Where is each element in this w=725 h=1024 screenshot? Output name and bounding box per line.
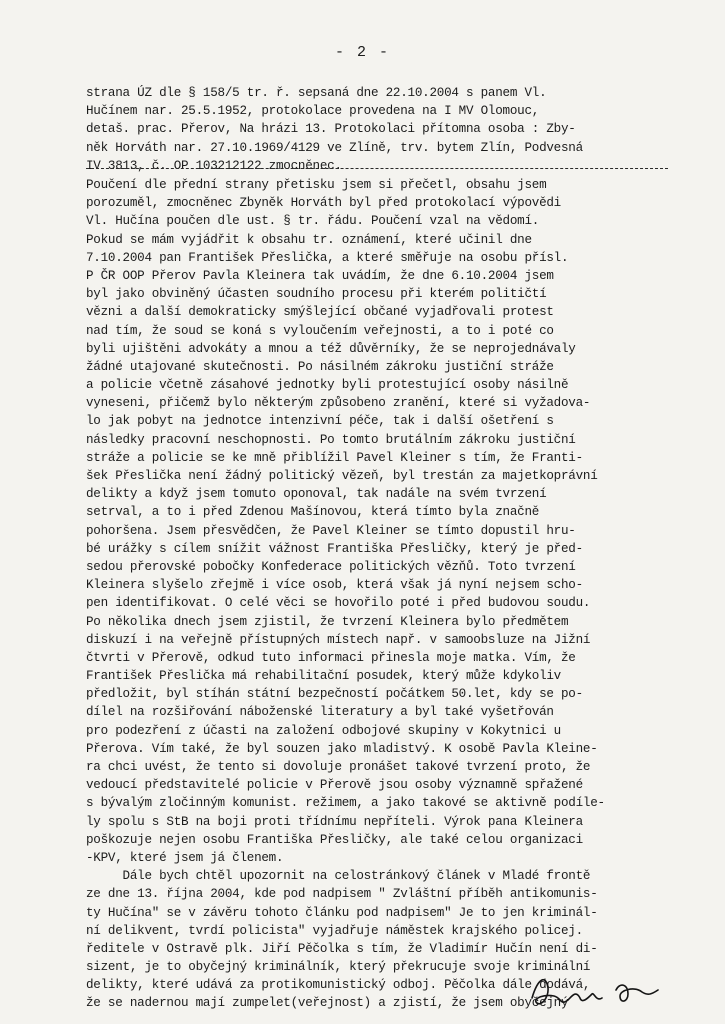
text-line: ředitele v Ostravě plk. Jiří Pěčolka s tím, že Vladimír Hučín není di- bbox=[86, 941, 598, 956]
text-line: Dále bych chtěl upozornit na celostránkový článek v Mladé frontě bbox=[86, 869, 591, 884]
text-line: -KPV, které jsem já členem. bbox=[86, 850, 284, 865]
text-line: pohoršena. Jsem přesvědčen, že Pavel Kleiner se tímto dopustil hru- bbox=[86, 523, 576, 538]
text-line: Kleinera slyšelo zřejmě i více osob, která však já nyní nejsem scho- bbox=[86, 578, 583, 593]
text-line: vyneseni, přičemž bylo některým způsobeno zranění, které si vyžadova- bbox=[86, 396, 591, 411]
text-line: nad tím, že soud se koná s vyloučením veřejnosti, a to i poté co bbox=[86, 323, 554, 338]
text-line: porozuměl, zmocněnec Zbyněk Horváth byl před protokolací výpovědi bbox=[86, 196, 561, 211]
text-line: vězni a další demokraticky smýšlející občané vyjadřovali protest bbox=[86, 305, 554, 320]
text-line: šek Přeslička není žádný politický vězeň, byl trestán za majetkoprávní bbox=[86, 469, 598, 483]
text-line: ze dne 13. října 2004, kde pod nadpisem " Zvláštní příběh antikomunis- bbox=[86, 887, 598, 902]
text-line: ly spolu s StB na boji proti třídnímu nepříteli. Výrok pana Kleinera bbox=[86, 814, 583, 829]
text-line: poškozuje nejen osobu Františka Přesličky, ale také celou organizaci bbox=[86, 832, 583, 847]
text-line: pro podezření z účasti na založení odbojové skupiny v Kokytnici u bbox=[86, 723, 561, 738]
text-line: Pokud se mám vyjádřit k obsahu tr. oznámení, které učinil dne bbox=[86, 232, 532, 247]
page-number: - 2 - bbox=[334, 44, 390, 61]
header-line: něk Horváth nar. 27.10.1969/4129 ve Zlíně, trv. bytem Zlín, Podvesná bbox=[86, 140, 583, 155]
text-line: setrval, a to i před Zdenou Mašínovou, která tímto byla značně bbox=[86, 505, 540, 520]
text-line: Vl. Hučína poučen dle ust. § tr. řádu. Poučení vzal na vědomí. bbox=[86, 214, 540, 229]
text-line: byli ujištěni advokáty a mnou a též důvěrníky, že se neprojednávaly bbox=[86, 341, 576, 356]
text-line: 7.10.2004 pan František Přeslička, a které směřuje na osobu přísl. bbox=[86, 250, 569, 265]
text-line: pen identifikovat. O celé věci se hovořilo poté i před budovou soudu. bbox=[86, 596, 591, 611]
text-line: Poučení dle přední strany přetisku jsem si přečetl, obsahu jsem bbox=[86, 178, 547, 192]
text-line: Po několika dnech jsem zjistil, že tvrzení Kleinera bylo předmětem bbox=[86, 614, 569, 629]
text-line: lo jak pobyt na jednotce intenzivní péče, tak i další ošetření s bbox=[86, 414, 554, 429]
text-line: bé urážky s cílem snížit vážnost Františka Přesličky, který je před- bbox=[86, 541, 583, 556]
text-line: sedou přerovské pobočky Konfederace politických vězňů. Toto tvrzení bbox=[86, 559, 576, 574]
text-line: František Přeslička má rehabilitační posudek, který může kdykoliv bbox=[86, 669, 561, 684]
text-line: sizent, je to obyčejný kriminálník, který překrucuje svoje kriminální bbox=[86, 960, 591, 975]
text-line: dílel na rozšiřování náboženské literatury a byl také vyšetřován bbox=[86, 705, 554, 720]
text-line: P ČR OOP Přerov Pavla Kleinera tak uvádím, že dne 6.10.2004 jsem bbox=[86, 268, 554, 283]
text-line: ra chci uvést, že tento si dovoluje pronášet takové tvrzení proto, že bbox=[86, 760, 591, 774]
text-line: s bývalým zločinným komunist. režimem, a jako takové se aktivně podíle- bbox=[86, 796, 605, 811]
text-line: čtvrti v Přerově, odkud tuto informaci přinesla moje matka. Vím, že bbox=[86, 650, 576, 665]
text-line: stráže a policie se ke mně přiblížil Pavel Kleiner s tím, že Franti- bbox=[86, 450, 583, 465]
text-line: Přerova. Vím také, že byl souzen jako mladistvý. K osobě Pavla Kleine- bbox=[86, 741, 598, 756]
text-line: následky pracovní neschopnosti. Po tomto brutálním zákroku justiční bbox=[86, 432, 576, 447]
text-line: předložit, byl stíhán státní bezpečností počátkem 50.let, kdy se po- bbox=[86, 687, 583, 702]
header-line: Hučínem nar. 25.5.1952, protokolace provedena na I MV Olomouc, bbox=[86, 104, 540, 119]
text-line: že se nadernou mají zumpelet(veřejnost) a zjistí, že jsem obyčejný bbox=[86, 996, 569, 1011]
text-line: a policie včetně zásahové jednotky byli protestující osoby násilně bbox=[86, 378, 569, 393]
text-line: ní delikvent, tvrdí policista" vyjadřuje náměstek krajského policej. bbox=[86, 923, 583, 938]
text-line: byl jako obviněný účasten soudního procesu při kterém političtí bbox=[86, 287, 547, 302]
testimony-body bbox=[86, 176, 666, 1013]
header-line: IV 3813, č. OP 103212122 zmocněnec. bbox=[86, 158, 342, 173]
text-line: diskuzí i na veřejně přístupných místech např. v samoobsluze na Jižní bbox=[86, 632, 591, 647]
handwritten-signature bbox=[524, 968, 664, 1014]
text-line: vedoucí představitelé policie v Přerově jsou osoby významně spřažené bbox=[86, 778, 583, 793]
text-line: ty Hučína" se v závěru tohoto článku pod nadpisem" Je to jen kriminál- bbox=[86, 905, 598, 920]
dashed-separator bbox=[86, 168, 668, 169]
header-line: strana ÚZ dle § 158/5 tr. ř. sepsaná dne 22.10.2004 s panem Vl. bbox=[86, 86, 547, 100]
header-line: detaš. prac. Přerov, Na hrázi 13. Protokolaci přítomna osoba : Zby- bbox=[86, 122, 576, 137]
text-line: žádné utajované skutečnosti. Po násilném zákroku justiční stráže bbox=[86, 359, 554, 374]
text-line: delikty, které udává za protikomunistický odboj. Pěčolka dále dodává, bbox=[86, 978, 591, 993]
text-line: delikty a když jsem tomuto oponoval, tak nadále na svém tvrzení bbox=[86, 487, 547, 502]
header-paragraph bbox=[86, 84, 666, 175]
